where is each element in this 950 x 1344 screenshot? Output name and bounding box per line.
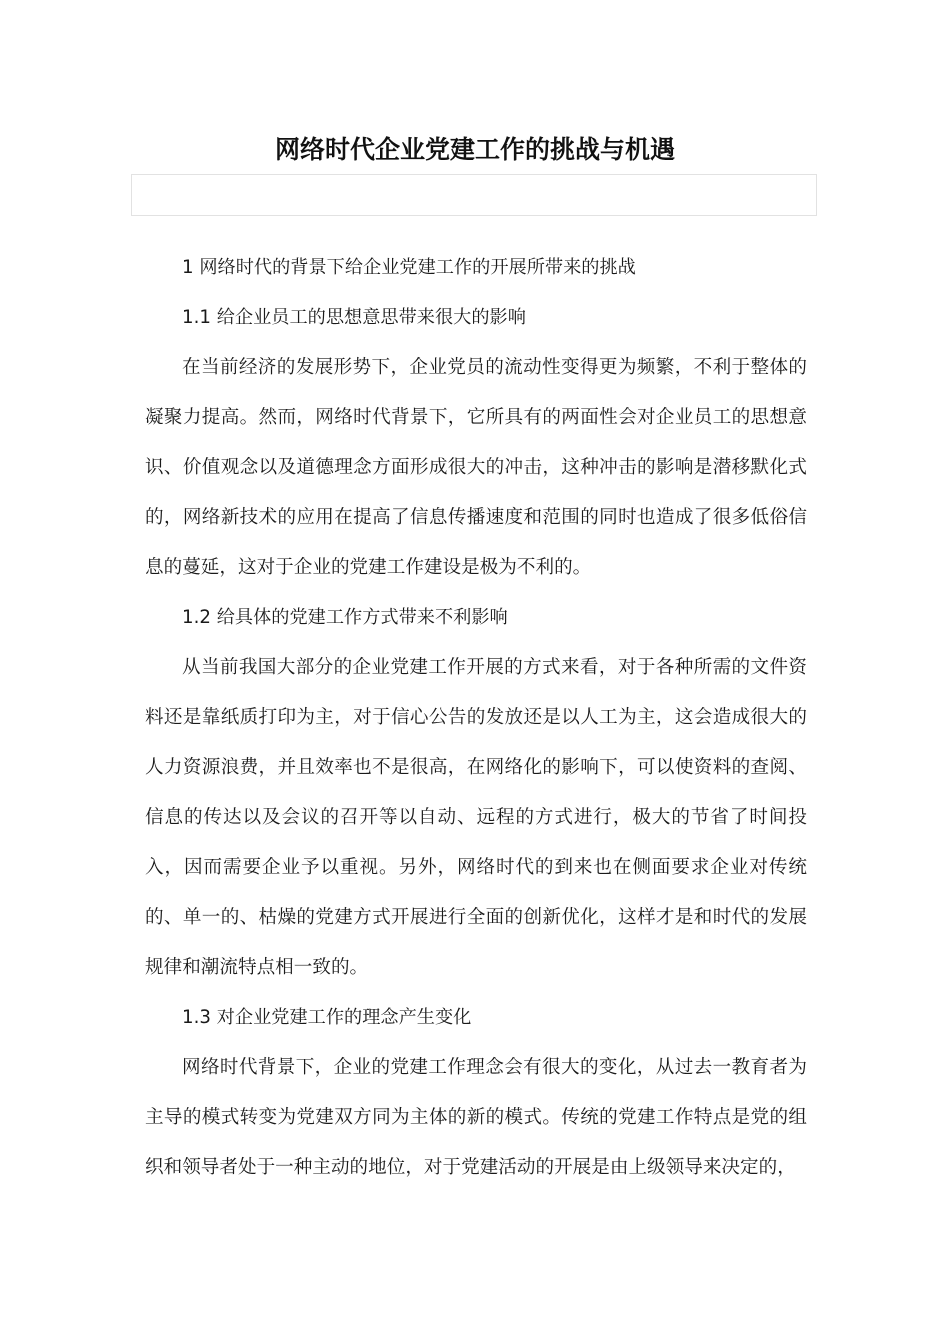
document-title: 网络时代企业党建工作的挑战与机遇: [274, 135, 675, 164]
paragraph-1-3: 网络时代背景下，企业的党建工作理念会有很大的变化，从过去一教育者为主导的模式转变为党建双方同为主体的新的模式。传统的党建工作特点是党的组织和领导者处于一种主动的地位，对于党建活动的开展是由上级领导来决定的，: [145, 1057, 807, 1178]
title-underline-box: [131, 174, 817, 216]
paragraph-1-1: 在当前经济的发展形势下，企业党员的流动性变得更为频繁，不利于整体的凝聚力提高。然而，网络时代背景下，它所具有的两面性会对企业员工的思想意识、价值观念以及道德理念方面形成很大的冲击，这种冲击的影响是潜移默化式的，网络新技术的应用在提高了信息传播速度和范围的同时也造成了很多低俗信息的蔓延，这对于企业的党建工作建设是极为不利的。: [145, 357, 807, 578]
paragraph-1-2: 从当前我国大部分的企业党建工作开展的方式来看，对于各种所需的文件资料还是靠纸质打印为主，对于信心公告的发放还是以人工为主，这会造成很大的人力资源浪费，并且效率也不是很高，在网络化的影响下，可以使资料的查阅、信息的传达以及会议的召开等以自动、远程的方式进行，极大的节省了时间投入，因而需要企业予以重视。另外，网络时代的到来也在侧面要求企业对传统的、单一的、枯燥的党建方式开展进行全面的创新优化，这样才是和时代的发展规律和潮流特点相一致的。: [145, 657, 807, 978]
document-body: [145, 243, 807, 1193]
section-heading-1-1: 1.1 给企业员工的思想意思带来很大的影响: [182, 307, 526, 328]
section-heading-1-2: 1.2 给具体的党建工作方式带来不利影响: [182, 607, 508, 628]
section-heading-1: 1 网络时代的背景下给企业党建工作的开展所带来的挑战: [182, 257, 636, 278]
section-heading-1-3: 1.3 对企业党建工作的理念产生变化: [182, 1007, 472, 1028]
